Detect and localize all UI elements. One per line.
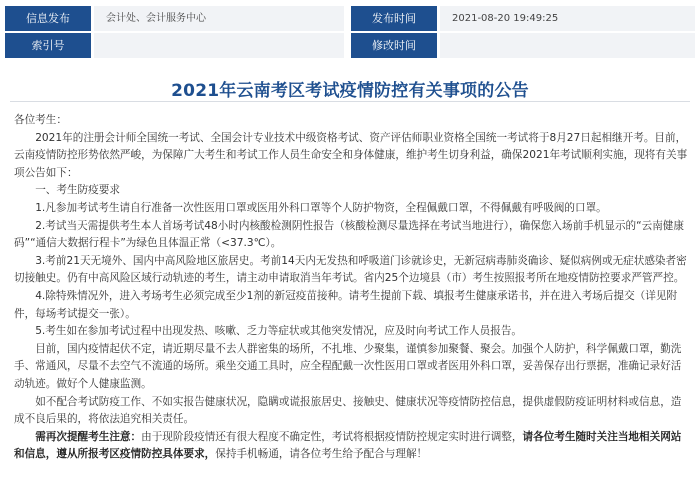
meta-row-index bbox=[0, 33, 700, 58]
current-situation-paragraph: 目前，国内疫情起伏不定，请近期尽量不去人群密集的场所，不扎堆、少聚集，谨慎参加聚餐、聚会。加强个人防护，科学佩戴口罩，勤洗手、常通风，尽量不去空气不流通的场所。乘坐交通工具时，应全程配戴一次性医用口罩或者医用外科口罩，妥善保存出行票据，准确记录好活动轨迹。做好个人健康监测。 bbox=[14, 342, 682, 390]
intro-paragraph: 2021年的注册会计师全国统一考试、全国会计专业技术中级资格考试、资产评估师职业资格全国统一考试将于8月27日起相继开考。目前，云南疫情防控形势依然严峻，为保障广大考生和考试工作人员生命安全和身体健康，维护考生切身利益，确保2021年考试顺利实施，现将有关事项公告如下： bbox=[14, 131, 688, 179]
meta-row-publish bbox=[0, 6, 700, 31]
publish-time-label: 发布时间 bbox=[351, 6, 437, 31]
index-value bbox=[94, 33, 344, 58]
requirement-item-3: 3.考前21天无境外、国内中高风险地区旅居史。考前14天内无发热和呼吸道门诊就诊史，无新冠病毒肺炎确诊、疑似病例或无症状感染者密切接触史。仍有中高风险区域行动轨迹的考生，请主动申请取消当年考试。省内25个边境县（市）考生按照报考所在地疫情防控要求严管严控。 bbox=[14, 254, 687, 285]
article-body bbox=[14, 112, 688, 464]
publisher-label: 信息发布 bbox=[5, 6, 91, 31]
requirement-item-2: 2.考试当天需提供考生本人首场考试48小时内核酸检测阴性报告（核酸检测尽量选择在考试当地进行），确保您入场前手机显示的“云南健康码”“通信大数据行程卡”为绿色且体温正常（<37.3℃）。 bbox=[14, 219, 684, 250]
requirement-item-4: 4.除特殊情况外，进入考场考生必须完成至少1剂的新冠疫苗接种。请考生提前下载、填报考生健康承诺书，并在进入考场后提交（详见附件，每场考试提交一张）。 bbox=[14, 289, 678, 320]
reminder-text: 由于现阶段疫情还有很大程度不确定性，考试将根据疫情防控规定实时进行调整， bbox=[141, 430, 523, 443]
reminder-bold-text: 请各位考生随时关注当地相关网站和信息，遵从所报考区疫情防控具体要求， bbox=[14, 430, 682, 461]
publish-time-value: 2021-08-20 19:49:25 bbox=[440, 6, 695, 31]
reminder-paragraph bbox=[14, 429, 688, 464]
article-title: 2021年云南考区考试疫情防控有关事项的公告 bbox=[171, 81, 529, 101]
reminder-end-text: 保持手机畅通，请各位考生给予配合与理解！ bbox=[215, 448, 428, 461]
publisher-value: 会计处、会计服务中心 bbox=[94, 6, 344, 31]
index-label: 索引号 bbox=[5, 33, 91, 58]
warning-paragraph: 如不配合考试防疫工作、不如实报告健康状况，隐瞒或谎报旅居史、接触史、健康状况等疫情防控信息，提供虚假防疫证明材料或信息，造成不良后果的，将依法追究相关责任。 bbox=[14, 395, 682, 426]
revision-time-value bbox=[440, 33, 695, 58]
section-heading-1: 一、考生防疫要求 bbox=[35, 184, 120, 197]
requirement-item-5: 5.考生如在参加考试过程中出现发热、咳嗽、乏力等症状或其他突发情况，应及时向考试工作人员报告。 bbox=[35, 325, 523, 338]
greeting: 各位考生： bbox=[14, 114, 67, 126]
reminder-label: 需再次提醒考生注意： bbox=[35, 430, 142, 443]
requirement-item-1: 1.凡参加考试考生请自行准备一次性医用口罩或医用外科口罩等个人防护物资，全程佩戴口罩，不得佩戴有呼吸阀的口罩。 bbox=[35, 201, 607, 214]
revision-time-label: 修改时间 bbox=[351, 33, 437, 58]
title-divider bbox=[10, 101, 690, 102]
